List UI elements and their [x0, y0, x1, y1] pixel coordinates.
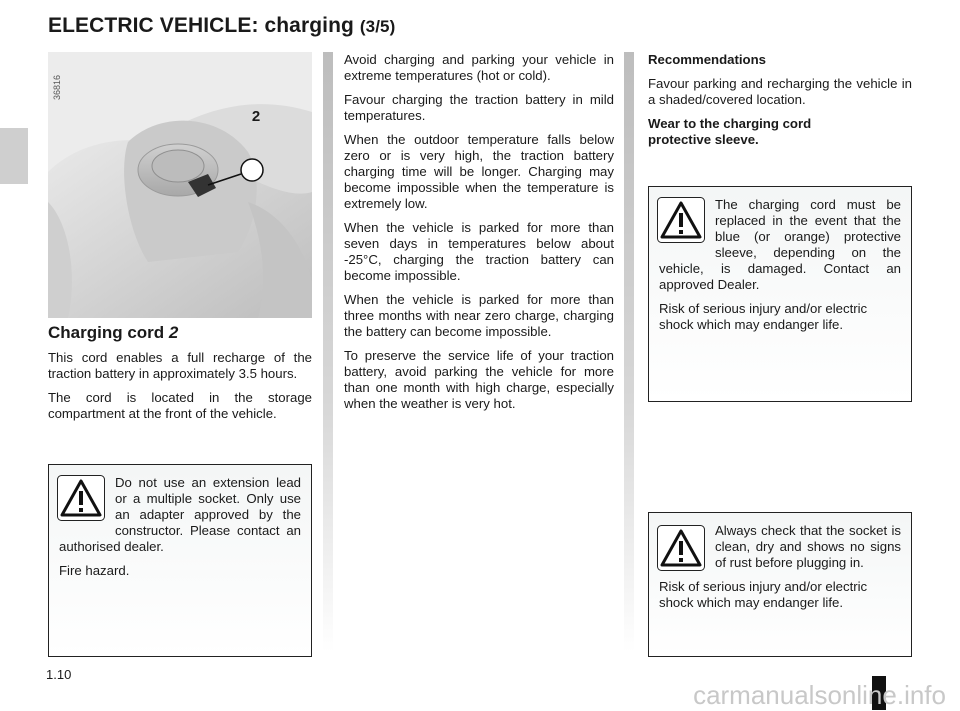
col2-paragraph-5: When the vehicle is parked for more than three months with near zero charge, charging the battery can become impossible. [344, 292, 614, 339]
sleeve-note: Wear to the charging cord protective sleeve. [648, 116, 812, 147]
title-sub: (3/5) [359, 17, 396, 36]
heading-text: Charging cord [48, 323, 165, 342]
figure-id: 36816 [52, 74, 62, 100]
warning1-risk: Fire hazard. [59, 563, 130, 578]
heading-number: 2 [168, 323, 179, 342]
page-number: 1.10 [46, 667, 72, 682]
col1-paragraph-2: The cord is located in the storage compartment at the front of the vehicle. [48, 390, 312, 421]
column-2-text [344, 52, 614, 420]
col2-paragraph-4: When the vehicle is parked for more than seven days in temperatures below about -25°C, charging the traction battery can become impossible. [344, 220, 614, 283]
col1-paragraph-1: This cord enables a full recharge of the traction battery in approximately 3.5 hours. [48, 350, 312, 381]
column-separator-2 [624, 52, 634, 652]
warning-box-extension-lead [48, 464, 312, 657]
warning3-risk: Risk of serious injury and/or electric shock which may endanger life. [659, 579, 868, 610]
chapter-tab [0, 128, 28, 184]
callout-number: 2 [251, 108, 261, 125]
warning-triangle-icon [657, 197, 705, 243]
car-illustration [48, 52, 312, 318]
recommendations-heading: Recommendations [648, 52, 766, 67]
warning-box-cord-replace [648, 186, 912, 402]
charging-socket-photo [48, 52, 312, 318]
col2-paragraph-2: Favour charging the traction battery in mild temperatures. [344, 92, 614, 123]
column-separator-1 [323, 52, 333, 652]
warning-box-socket-check [648, 512, 912, 657]
page-title [48, 14, 395, 38]
title-main: ELECTRIC VEHICLE: charging [48, 14, 354, 37]
warning2-text: The charging cord must be replaced in the event that the blue (or orange) protective sleeve, depending on the vehicle, is damaged. Contact an approved Dealer. [659, 197, 901, 292]
watermark: carmanualsonline.info [693, 680, 946, 710]
column-1-text [48, 350, 312, 430]
col2-paragraph-6: To preserve the service life of your traction battery, avoid parking the vehicle for more than one month with high charge, especially when the weather is very hot. [344, 348, 614, 411]
section-heading [48, 323, 178, 343]
col2-paragraph-3: When the outdoor temperature falls below zero or is very high, the traction battery charging time will be longer. Charging may become impossible when the temperature is extremely low. [344, 132, 614, 211]
warning-triangle-icon [657, 525, 705, 571]
warning3-text: Always check that the socket is clean, dry and shows no signs of rust before plugging in. [715, 523, 901, 570]
recommendations-text: Favour parking and recharging the vehicle in a shaded/covered location. [648, 76, 912, 107]
warning-triangle-icon [57, 475, 105, 521]
col2-paragraph-1: Avoid charging and parking your vehicle in extreme temperatures (hot or cold). [344, 52, 614, 83]
column-3-text [648, 52, 912, 156]
warning2-risk: Risk of serious injury and/or electric shock which may endanger life. [659, 301, 868, 332]
warning1-text: Do not use an extension lead or a multiple socket. Only use an adapter approved by the constructor. Please contact an authorised dealer. [59, 475, 301, 554]
